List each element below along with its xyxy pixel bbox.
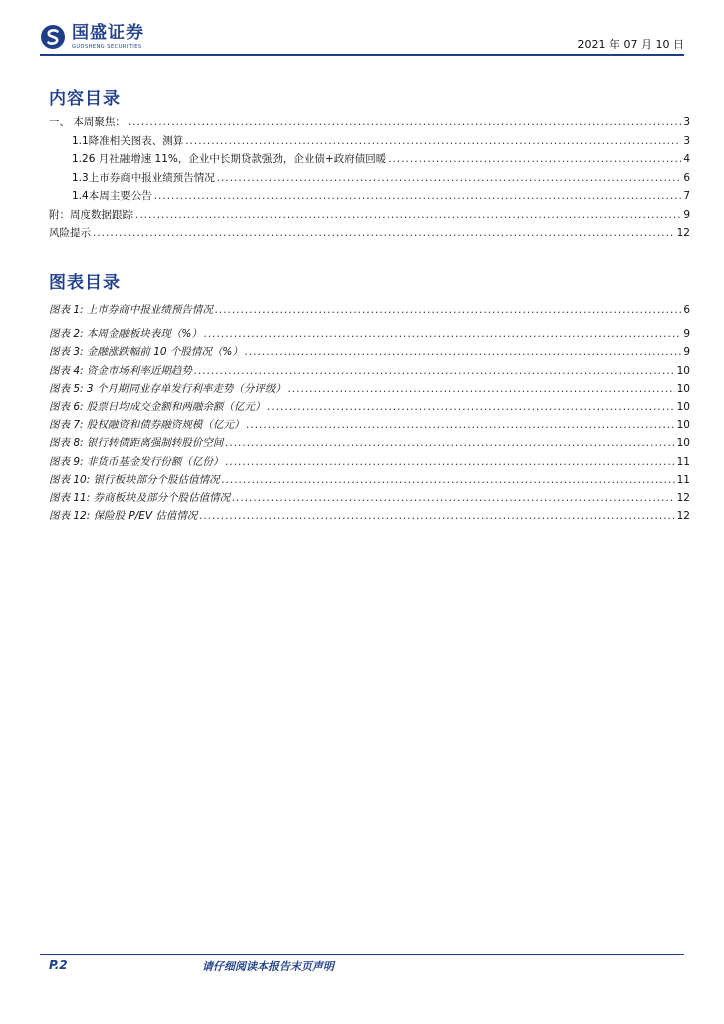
figure-item-label: 图表 2: 本周金融板块表现（%） xyxy=(49,328,202,341)
figure-item-label: 图表 7: 股权融资和债券融资规模（亿元） xyxy=(49,419,245,432)
dot-leader xyxy=(215,304,681,316)
toc-item-page: 12 xyxy=(676,227,690,239)
figure-item[interactable] xyxy=(49,508,690,526)
toc-item[interactable] xyxy=(49,133,690,152)
dot-leader xyxy=(222,474,675,486)
toc-item[interactable] xyxy=(49,225,690,244)
dot-leader xyxy=(185,135,681,147)
dot-leader xyxy=(194,365,675,377)
report-date: 2021 年 07 月 10 日 xyxy=(577,38,684,51)
figure-item-label: 图表 5: 3 个月期同业存单发行利率走势（分评级） xyxy=(49,382,286,395)
toc-item-number: 1.1 xyxy=(72,134,89,147)
dot-leader xyxy=(154,190,682,202)
footer-divider xyxy=(40,954,684,955)
dot-leader xyxy=(204,328,681,340)
figure-item-label: 图表 8: 银行转债距离强制转股价空间 xyxy=(49,437,224,450)
figure-item-label: 图表 10: 银行板块部分个股估值情况 xyxy=(49,473,220,486)
figure-item[interactable] xyxy=(49,435,690,453)
figure-item-label: 图表 6: 股票日均成交金额和两融余额（亿元） xyxy=(49,400,266,413)
toc-item-page: 9 xyxy=(683,208,690,221)
figure-item-label: 图表 11: 券商板块及部分个股估值情况 xyxy=(49,491,231,504)
figure-item[interactable] xyxy=(49,417,690,435)
figure-item[interactable] xyxy=(49,363,690,381)
page-header xyxy=(40,20,684,54)
dot-leader xyxy=(135,209,681,221)
brand-name-en: GUOSHENG SECURITIES xyxy=(72,43,142,50)
toc-item-page: 3 xyxy=(683,116,690,128)
toc-item-number: 1.3 xyxy=(72,171,89,184)
toc-item-page: 3 xyxy=(683,134,690,147)
figure-item[interactable] xyxy=(49,326,690,344)
toc-item-label: 附：周度数据跟踪 xyxy=(49,208,133,221)
toc-item-number: 1.4 xyxy=(72,190,89,202)
dot-leader xyxy=(199,510,674,522)
figure-item[interactable] xyxy=(49,344,690,362)
page-number: P.2 xyxy=(49,958,68,972)
toc-item[interactable] xyxy=(49,170,690,189)
toc-item[interactable] xyxy=(49,151,690,170)
figure-item[interactable] xyxy=(49,381,690,399)
figure-item-label: 图表 4: 资金市场利率近期趋势 xyxy=(49,364,192,377)
figure-item[interactable] xyxy=(49,472,690,490)
figure-item-label: 图表 12: 保险股 P/EV 估值情况 xyxy=(49,510,198,523)
dot-leader xyxy=(225,437,674,449)
toc-item[interactable] xyxy=(49,207,690,226)
figure-item-page: 11 xyxy=(676,455,690,468)
figures-title: 图表目录 xyxy=(49,273,121,293)
dot-leader xyxy=(128,116,681,128)
toc-item-label: 风险提示 xyxy=(49,227,91,239)
company-logo xyxy=(40,20,144,54)
toc-item-page: 6 xyxy=(683,171,690,184)
figure-item[interactable] xyxy=(49,399,690,417)
figure-item-page: 10 xyxy=(676,400,690,413)
figure-item[interactable] xyxy=(49,454,690,472)
figure-item-page: 12 xyxy=(676,510,690,523)
toc-item-label: 降准相关图表、测算 xyxy=(88,134,184,147)
toc-item-label: 6 月社融增速 11%，企业中长期贷款强劲，企业债+政府债回暖 xyxy=(88,153,387,165)
figure-item-page: 6 xyxy=(683,304,690,316)
toc-item-page: 4 xyxy=(683,153,690,165)
figure-item-page: 11 xyxy=(676,473,690,486)
guosheng-logo-icon xyxy=(40,24,66,50)
figure-item-page: 10 xyxy=(676,382,690,395)
toc-item-number: 1.2 xyxy=(72,153,89,165)
dot-leader xyxy=(232,492,675,504)
figure-item-page: 10 xyxy=(676,437,690,450)
dot-leader xyxy=(288,383,675,395)
disclaimer-notice: 请仔细阅读本报告末页声明 xyxy=(202,960,334,973)
toc-item[interactable] xyxy=(49,114,690,133)
toc-item-label: 本周主要公告 xyxy=(88,190,152,202)
contents-list xyxy=(49,114,690,244)
toc-item[interactable] xyxy=(49,188,690,207)
brand-name-cn: 国盛证券 xyxy=(72,22,144,43)
figures-list xyxy=(49,302,690,526)
figure-item-page: 10 xyxy=(676,419,690,432)
toc-item-page: 7 xyxy=(683,190,690,202)
dot-leader xyxy=(225,456,674,468)
figure-item-label: 图表 9: 非货币基金发行份额（亿份） xyxy=(49,455,224,468)
dot-leader xyxy=(267,401,674,413)
dot-leader xyxy=(388,153,681,165)
contents-title: 内容目录 xyxy=(49,89,121,109)
figure-item-page: 10 xyxy=(676,364,690,377)
dot-leader xyxy=(93,227,675,239)
dot-leader xyxy=(217,172,682,184)
figure-item-page: 9 xyxy=(683,328,690,341)
figure-item[interactable] xyxy=(49,302,690,320)
header-divider xyxy=(40,54,684,56)
figure-item[interactable] xyxy=(49,490,690,508)
figure-item-label: 图表 3: 金融涨跌幅前 10 个股情况（%） xyxy=(49,346,243,359)
dot-leader xyxy=(246,419,674,431)
toc-item-label: 一、 本周聚焦： xyxy=(49,116,126,128)
figure-item-page: 9 xyxy=(683,346,690,359)
dot-leader xyxy=(245,346,681,358)
figure-item-page: 12 xyxy=(676,491,690,504)
figure-item-label: 图表 1: 上市券商中报业绩预告情况 xyxy=(49,304,213,316)
toc-item-label: 上市券商中报业绩预告情况 xyxy=(88,171,215,184)
